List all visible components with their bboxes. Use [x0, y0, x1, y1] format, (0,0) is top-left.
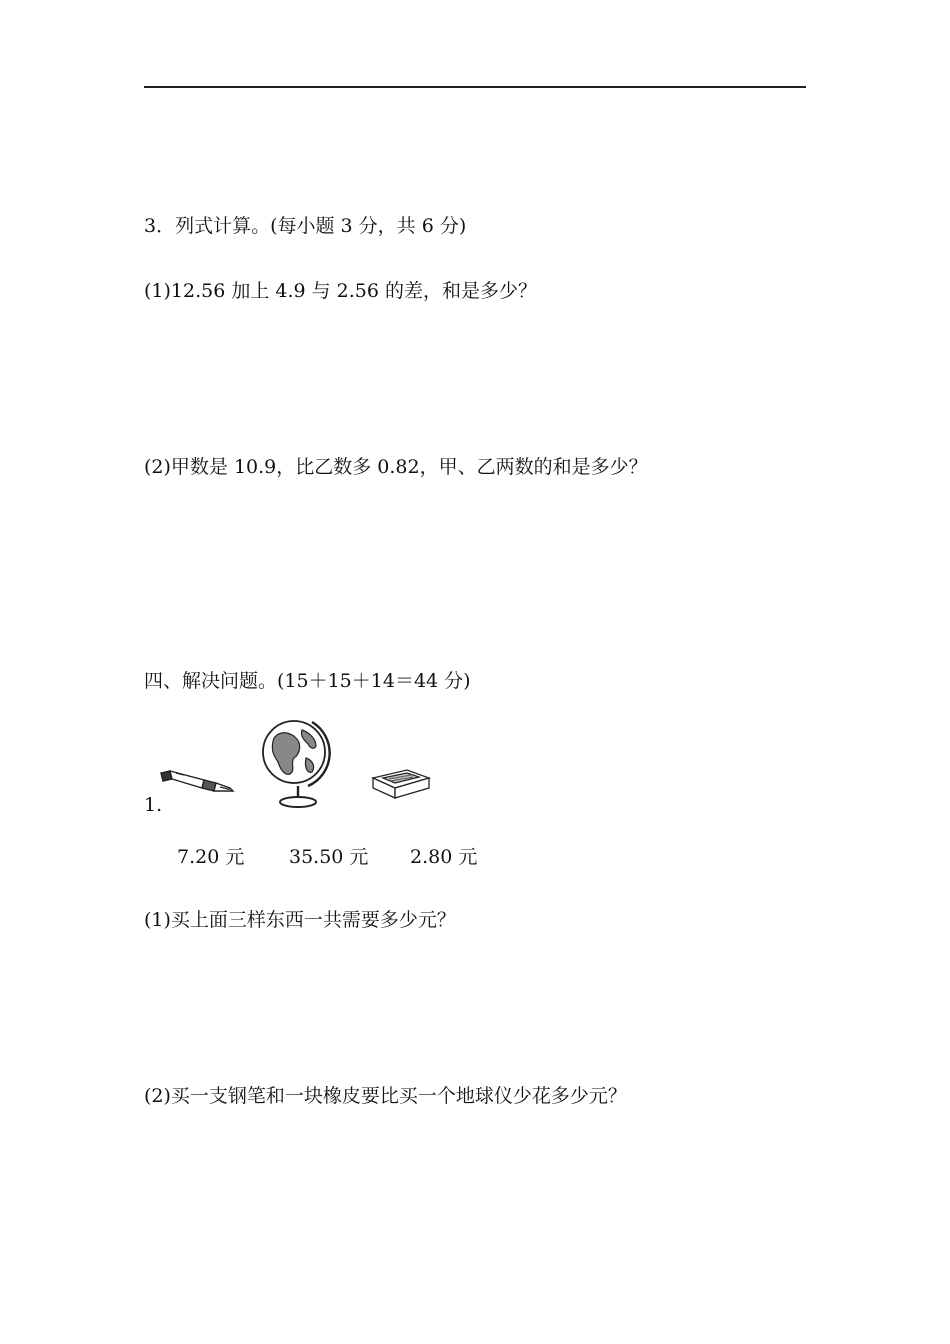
problem-number: 1. [144, 794, 163, 816]
problem1-question-1: (1)买上面三样东西一共需要多少元？ [144, 909, 456, 931]
section4-title: 四、解决问题。(15＋15＋14＝44 分) [144, 670, 471, 692]
problem1-question-2: (2)买一支钢笔和一块橡皮要比买一个地球仪少花多少元？ [144, 1085, 627, 1107]
globe-icon [256, 716, 338, 810]
section3-title: 3．列式计算。(每小题 3 分，共 6 分) [144, 215, 467, 237]
pen-icon [158, 766, 238, 796]
section3-question-1: (1)12.56 加上 4.9 与 2.56 的差，和是多少？ [144, 280, 538, 302]
header-rule [144, 86, 806, 88]
price-globe: 35.50 元 [289, 846, 369, 868]
section3-question-2: (2)甲数是 10.9，比乙数多 0.82，甲、乙两数的和是多少？ [144, 456, 648, 478]
price-pen: 7.20 元 [177, 846, 245, 868]
price-eraser: 2.80 元 [410, 846, 478, 868]
eraser-icon [367, 766, 433, 802]
